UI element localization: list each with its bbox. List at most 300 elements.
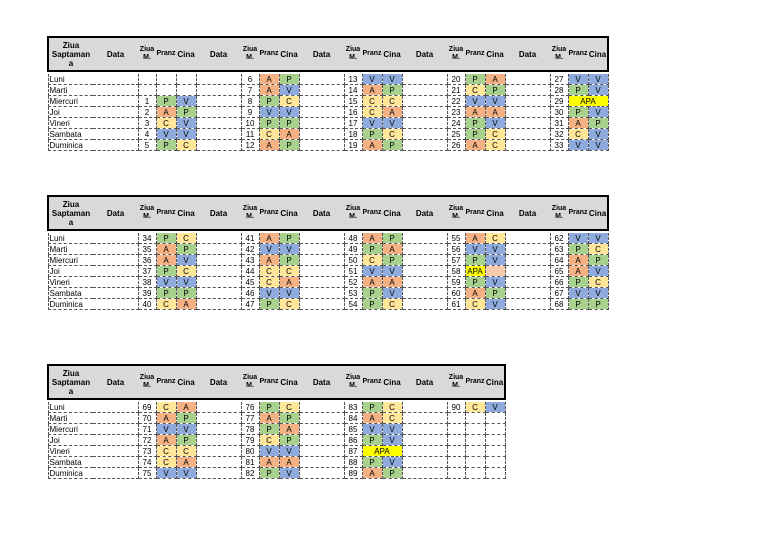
day-name: Miercuri (48, 96, 93, 107)
header-ziua: Ziua M. (344, 37, 362, 71)
meal-cina (485, 457, 505, 468)
header-data: Data (93, 196, 138, 230)
day-number: 64 (550, 255, 568, 266)
meal-cina: V (176, 129, 196, 140)
header-cina: Cina (279, 37, 299, 71)
header-data: Data (505, 196, 550, 230)
meal-pranz: P (362, 299, 382, 310)
meal-cina: A (176, 402, 196, 413)
day-name: Luni (48, 402, 93, 413)
date-cell (93, 244, 138, 255)
day-number: 63 (550, 244, 568, 255)
header-data: Data (505, 37, 550, 71)
meal-cina: V (588, 107, 608, 118)
day-number (447, 413, 465, 424)
header-data: Data (402, 37, 447, 71)
day-number: 2 (138, 107, 156, 118)
day-row (48, 255, 608, 266)
meal-cina: V (485, 255, 505, 266)
date-cell (402, 129, 447, 140)
meal-pranz: A (156, 255, 176, 266)
day-row (48, 435, 505, 446)
day-number: 75 (138, 468, 156, 479)
day-number (447, 457, 465, 468)
day-name: Luni (48, 233, 93, 244)
day-name: Joi (48, 266, 93, 277)
date-cell (402, 457, 447, 468)
day-name: Sambata (48, 457, 93, 468)
header-pranz: Pranz (362, 37, 382, 71)
meal-pranz: P (362, 457, 382, 468)
day-row (48, 129, 608, 140)
meal-cina: V (176, 255, 196, 266)
date-cell (505, 299, 550, 310)
date-cell (505, 74, 550, 85)
day-name: Vineri (48, 118, 93, 129)
meal-pranz: A (259, 457, 279, 468)
date-cell (196, 277, 241, 288)
date-cell (505, 118, 550, 129)
meal-pranz: P (465, 74, 485, 85)
day-row (48, 446, 505, 457)
date-cell (505, 255, 550, 266)
day-number: 66 (550, 277, 568, 288)
date-cell (93, 107, 138, 118)
date-cell (196, 299, 241, 310)
day-number: 22 (447, 96, 465, 107)
meal-cina: P (588, 118, 608, 129)
header-ziua: Ziua M. (550, 196, 568, 230)
meal-cina: P (588, 299, 608, 310)
date-cell (93, 446, 138, 457)
day-name: Joi (48, 107, 93, 118)
date-cell (402, 85, 447, 96)
header-data: Data (196, 365, 241, 399)
day-number: 40 (138, 299, 156, 310)
meal-pranz: P (465, 255, 485, 266)
meal-pranz: C (362, 255, 382, 266)
meal-cina: V (588, 140, 608, 151)
day-number: 83 (344, 402, 362, 413)
meal-pranz (465, 446, 485, 457)
header-cina: Cina (588, 196, 608, 230)
meal-pranz: P (259, 424, 279, 435)
meal-cina: P (279, 118, 299, 129)
meal-cina: V (279, 107, 299, 118)
meal-pranz: A (465, 107, 485, 118)
meal-cina: A (176, 457, 196, 468)
day-row (48, 266, 608, 277)
date-cell (93, 288, 138, 299)
meal-pranz: V (259, 244, 279, 255)
date-cell (196, 424, 241, 435)
meal-cina: V (382, 424, 402, 435)
date-cell (196, 255, 241, 266)
date-cell (93, 402, 138, 413)
day-number (447, 435, 465, 446)
header-pranz: Pranz (259, 365, 279, 399)
day-number: 71 (138, 424, 156, 435)
meal-cina: C (382, 96, 402, 107)
meal-pranz: V (465, 96, 485, 107)
date-cell (93, 233, 138, 244)
day-row (48, 74, 608, 85)
meal-pranz: P (362, 402, 382, 413)
day-name: Miercuri (48, 255, 93, 266)
meal-cina: V (176, 468, 196, 479)
day-row (48, 244, 608, 255)
date-cell (402, 299, 447, 310)
meal-pranz: P (362, 244, 382, 255)
header-data: Data (196, 37, 241, 71)
header-data: Data (299, 365, 344, 399)
meal-cina: V (382, 435, 402, 446)
meal-pranz: P (362, 435, 382, 446)
meal-pranz: C (465, 85, 485, 96)
meal-pranz: A (259, 413, 279, 424)
day-number: 25 (447, 129, 465, 140)
meal-pranz: A (156, 435, 176, 446)
day-number: 16 (344, 107, 362, 118)
header-pranz: Pranz (156, 365, 176, 399)
date-cell (93, 129, 138, 140)
meal-pranz: V (259, 107, 279, 118)
day-number: 87 (344, 446, 362, 457)
day-number: 14 (344, 85, 362, 96)
header-ziua: Ziua M. (447, 37, 465, 71)
meal-pranz: C (259, 435, 279, 446)
date-cell (299, 244, 344, 255)
day-number: 39 (138, 288, 156, 299)
date-cell (402, 468, 447, 479)
meal-pranz: A (465, 288, 485, 299)
date-cell (196, 457, 241, 468)
date-cell (299, 255, 344, 266)
meal-pranz: P (568, 299, 588, 310)
day-number: 26 (447, 140, 465, 151)
date-cell (196, 446, 241, 457)
date-cell (93, 299, 138, 310)
meal-pranz (156, 85, 176, 96)
date-cell (196, 74, 241, 85)
meal-cina: P (176, 244, 196, 255)
header-cina: Cina (176, 365, 196, 399)
day-row (48, 413, 505, 424)
day-number: 24 (447, 118, 465, 129)
date-cell (505, 107, 550, 118)
meal-cina: V (485, 277, 505, 288)
meal-pranz: A (156, 244, 176, 255)
date-cell (299, 402, 344, 413)
date-cell (299, 118, 344, 129)
date-cell (196, 85, 241, 96)
day-number (447, 446, 465, 457)
day-name: Miercuri (48, 424, 93, 435)
meal-cina: C (279, 266, 299, 277)
meal-pranz: C (362, 107, 382, 118)
header-ziua: Ziua M. (550, 37, 568, 71)
header-ziua: Ziua M. (138, 365, 156, 399)
meal-cina: P (485, 85, 505, 96)
meal-pranz: P (568, 85, 588, 96)
meal-pranz: P (156, 266, 176, 277)
meal-pranz: P (465, 118, 485, 129)
header-cina: Cina (279, 365, 299, 399)
day-row (48, 107, 608, 118)
meal-pranz: A (259, 74, 279, 85)
meal-cina: C (279, 299, 299, 310)
meal-cina: C (588, 277, 608, 288)
meal-apa: APA (465, 266, 485, 277)
header-row (48, 37, 608, 71)
meal-pranz (465, 424, 485, 435)
day-number: 78 (241, 424, 259, 435)
meal-cina: V (382, 74, 402, 85)
date-cell (196, 96, 241, 107)
meal-cina: P (588, 255, 608, 266)
date-cell (93, 118, 138, 129)
meal-pranz: P (568, 244, 588, 255)
meal-cina: V (485, 402, 505, 413)
date-cell (196, 402, 241, 413)
day-number: 70 (138, 413, 156, 424)
date-cell (299, 468, 344, 479)
header-pranz: Pranz (156, 196, 176, 230)
day-number: 6 (241, 74, 259, 85)
header-pranz: Pranz (465, 196, 485, 230)
day-row (48, 118, 608, 129)
week-table (47, 36, 609, 151)
header-pranz: Pranz (362, 196, 382, 230)
meal-cina: V (588, 266, 608, 277)
meal-cina: V (485, 299, 505, 310)
day-number: 20 (447, 74, 465, 85)
date-cell (299, 299, 344, 310)
meal-pranz: V (156, 277, 176, 288)
day-number: 79 (241, 435, 259, 446)
meal-cina: A (279, 129, 299, 140)
meal-pranz: A (568, 118, 588, 129)
day-number: 58 (447, 266, 465, 277)
day-number: 33 (550, 140, 568, 151)
meal-pranz (465, 435, 485, 446)
date-cell (402, 288, 447, 299)
date-cell (402, 255, 447, 266)
meal-cina: C (382, 299, 402, 310)
meal-apa: APA (362, 446, 402, 457)
meal-cina: C (176, 140, 196, 151)
date-cell (505, 266, 550, 277)
meal-cina: C (382, 402, 402, 413)
meal-pranz: C (259, 266, 279, 277)
meal-cina: A (382, 277, 402, 288)
header-day: Ziua Saptaman a (48, 37, 93, 71)
meal-pranz: C (156, 118, 176, 129)
meal-cina: C (382, 129, 402, 140)
header-data: Data (402, 196, 447, 230)
header-cina: Cina (176, 37, 196, 71)
date-cell (299, 288, 344, 299)
meal-pranz (465, 468, 485, 479)
header-data: Data (196, 196, 241, 230)
meal-cina (176, 74, 196, 85)
day-number: 46 (241, 288, 259, 299)
meal-cina: A (382, 244, 402, 255)
date-cell (299, 277, 344, 288)
day-number: 43 (241, 255, 259, 266)
meal-pranz: P (156, 96, 176, 107)
date-cell (196, 118, 241, 129)
meal-pranz: P (259, 299, 279, 310)
day-number: 1 (138, 96, 156, 107)
date-cell (299, 457, 344, 468)
meal-pranz: V (362, 74, 382, 85)
date-cell (299, 424, 344, 435)
day-number: 59 (447, 277, 465, 288)
meal-pranz: P (465, 129, 485, 140)
day-number (447, 468, 465, 479)
meal-pranz: V (156, 424, 176, 435)
day-number: 68 (550, 299, 568, 310)
meal-pranz: A (259, 140, 279, 151)
date-cell (93, 85, 138, 96)
meal-cina: V (588, 74, 608, 85)
day-name: Sambata (48, 129, 93, 140)
meal-cina: V (279, 446, 299, 457)
meal-pranz: V (465, 244, 485, 255)
day-number: 13 (344, 74, 362, 85)
meal-pranz: A (259, 85, 279, 96)
day-number: 57 (447, 255, 465, 266)
date-cell (402, 435, 447, 446)
meal-cina: V (176, 424, 196, 435)
header-cina: Cina (382, 37, 402, 71)
meal-pranz: C (568, 129, 588, 140)
day-number: 27 (550, 74, 568, 85)
meal-cina: V (176, 118, 196, 129)
day-name: Duminica (48, 468, 93, 479)
header-data: Data (93, 37, 138, 71)
day-number: 73 (138, 446, 156, 457)
meal-pranz: C (156, 299, 176, 310)
meal-cina: C (485, 140, 505, 151)
day-number: 11 (241, 129, 259, 140)
date-cell (196, 129, 241, 140)
meal-cina: V (279, 288, 299, 299)
meal-cina: C (279, 402, 299, 413)
meal-cina: V (176, 96, 196, 107)
meal-cina (176, 85, 196, 96)
day-number: 7 (241, 85, 259, 96)
day-number: 81 (241, 457, 259, 468)
meal-pranz: V (568, 140, 588, 151)
day-row (48, 233, 608, 244)
meal-pranz: C (465, 299, 485, 310)
meal-pranz: P (568, 277, 588, 288)
meal-cina: P (382, 255, 402, 266)
date-cell (93, 413, 138, 424)
day-name: Marti (48, 244, 93, 255)
date-cell (505, 244, 550, 255)
day-number: 15 (344, 96, 362, 107)
meal-pranz: V (259, 288, 279, 299)
date-cell (402, 140, 447, 151)
meal-pranz: A (156, 107, 176, 118)
date-cell (196, 233, 241, 244)
meal-pranz: P (259, 468, 279, 479)
meal-pranz: A (362, 233, 382, 244)
day-name: Duminica (48, 140, 93, 151)
day-number: 48 (344, 233, 362, 244)
day-number: 85 (344, 424, 362, 435)
day-number (138, 74, 156, 85)
meal-cina: C (279, 96, 299, 107)
day-row (48, 468, 505, 479)
meal-cina: V (382, 118, 402, 129)
day-row (48, 140, 608, 151)
meal-cina (485, 424, 505, 435)
header-cina: Cina (485, 37, 505, 71)
day-number: 86 (344, 435, 362, 446)
date-cell (402, 266, 447, 277)
meal-cina: A (485, 107, 505, 118)
header-pranz: Pranz (259, 196, 279, 230)
day-number: 82 (241, 468, 259, 479)
day-name: Sambata (48, 288, 93, 299)
meal-cina: P (382, 85, 402, 96)
meal-cina: C (176, 446, 196, 457)
day-row (48, 288, 608, 299)
day-number: 23 (447, 107, 465, 118)
header-pranz: Pranz (259, 37, 279, 71)
day-number: 60 (447, 288, 465, 299)
header-pranz: Pranz (156, 37, 176, 71)
meal-pranz: A (362, 468, 382, 479)
day-number: 8 (241, 96, 259, 107)
day-number: 49 (344, 244, 362, 255)
header-cina: Cina (279, 196, 299, 230)
day-number: 3 (138, 118, 156, 129)
meal-pranz: C (259, 277, 279, 288)
date-cell (299, 74, 344, 85)
header-ziua: Ziua M. (344, 365, 362, 399)
week-table (47, 195, 609, 310)
meal-cina: V (588, 85, 608, 96)
date-cell (93, 468, 138, 479)
header-day: Ziua Saptaman a (48, 196, 93, 230)
day-name: Joi (48, 435, 93, 446)
meal-pranz: V (568, 288, 588, 299)
day-number: 77 (241, 413, 259, 424)
meal-cina: P (176, 413, 196, 424)
date-cell (505, 129, 550, 140)
meal-cina: A (485, 74, 505, 85)
meal-cina (485, 435, 505, 446)
meal-pranz: V (568, 74, 588, 85)
meal-pranz: A (465, 233, 485, 244)
header-row (48, 365, 505, 399)
day-number: 36 (138, 255, 156, 266)
day-name: Duminica (48, 299, 93, 310)
day-name: Vineri (48, 277, 93, 288)
meal-pranz: A (362, 140, 382, 151)
day-number: 41 (241, 233, 259, 244)
day-number: 47 (241, 299, 259, 310)
meal-pranz: A (259, 233, 279, 244)
meal-pranz: P (156, 233, 176, 244)
meal-pranz: C (156, 402, 176, 413)
header-data: Data (299, 37, 344, 71)
